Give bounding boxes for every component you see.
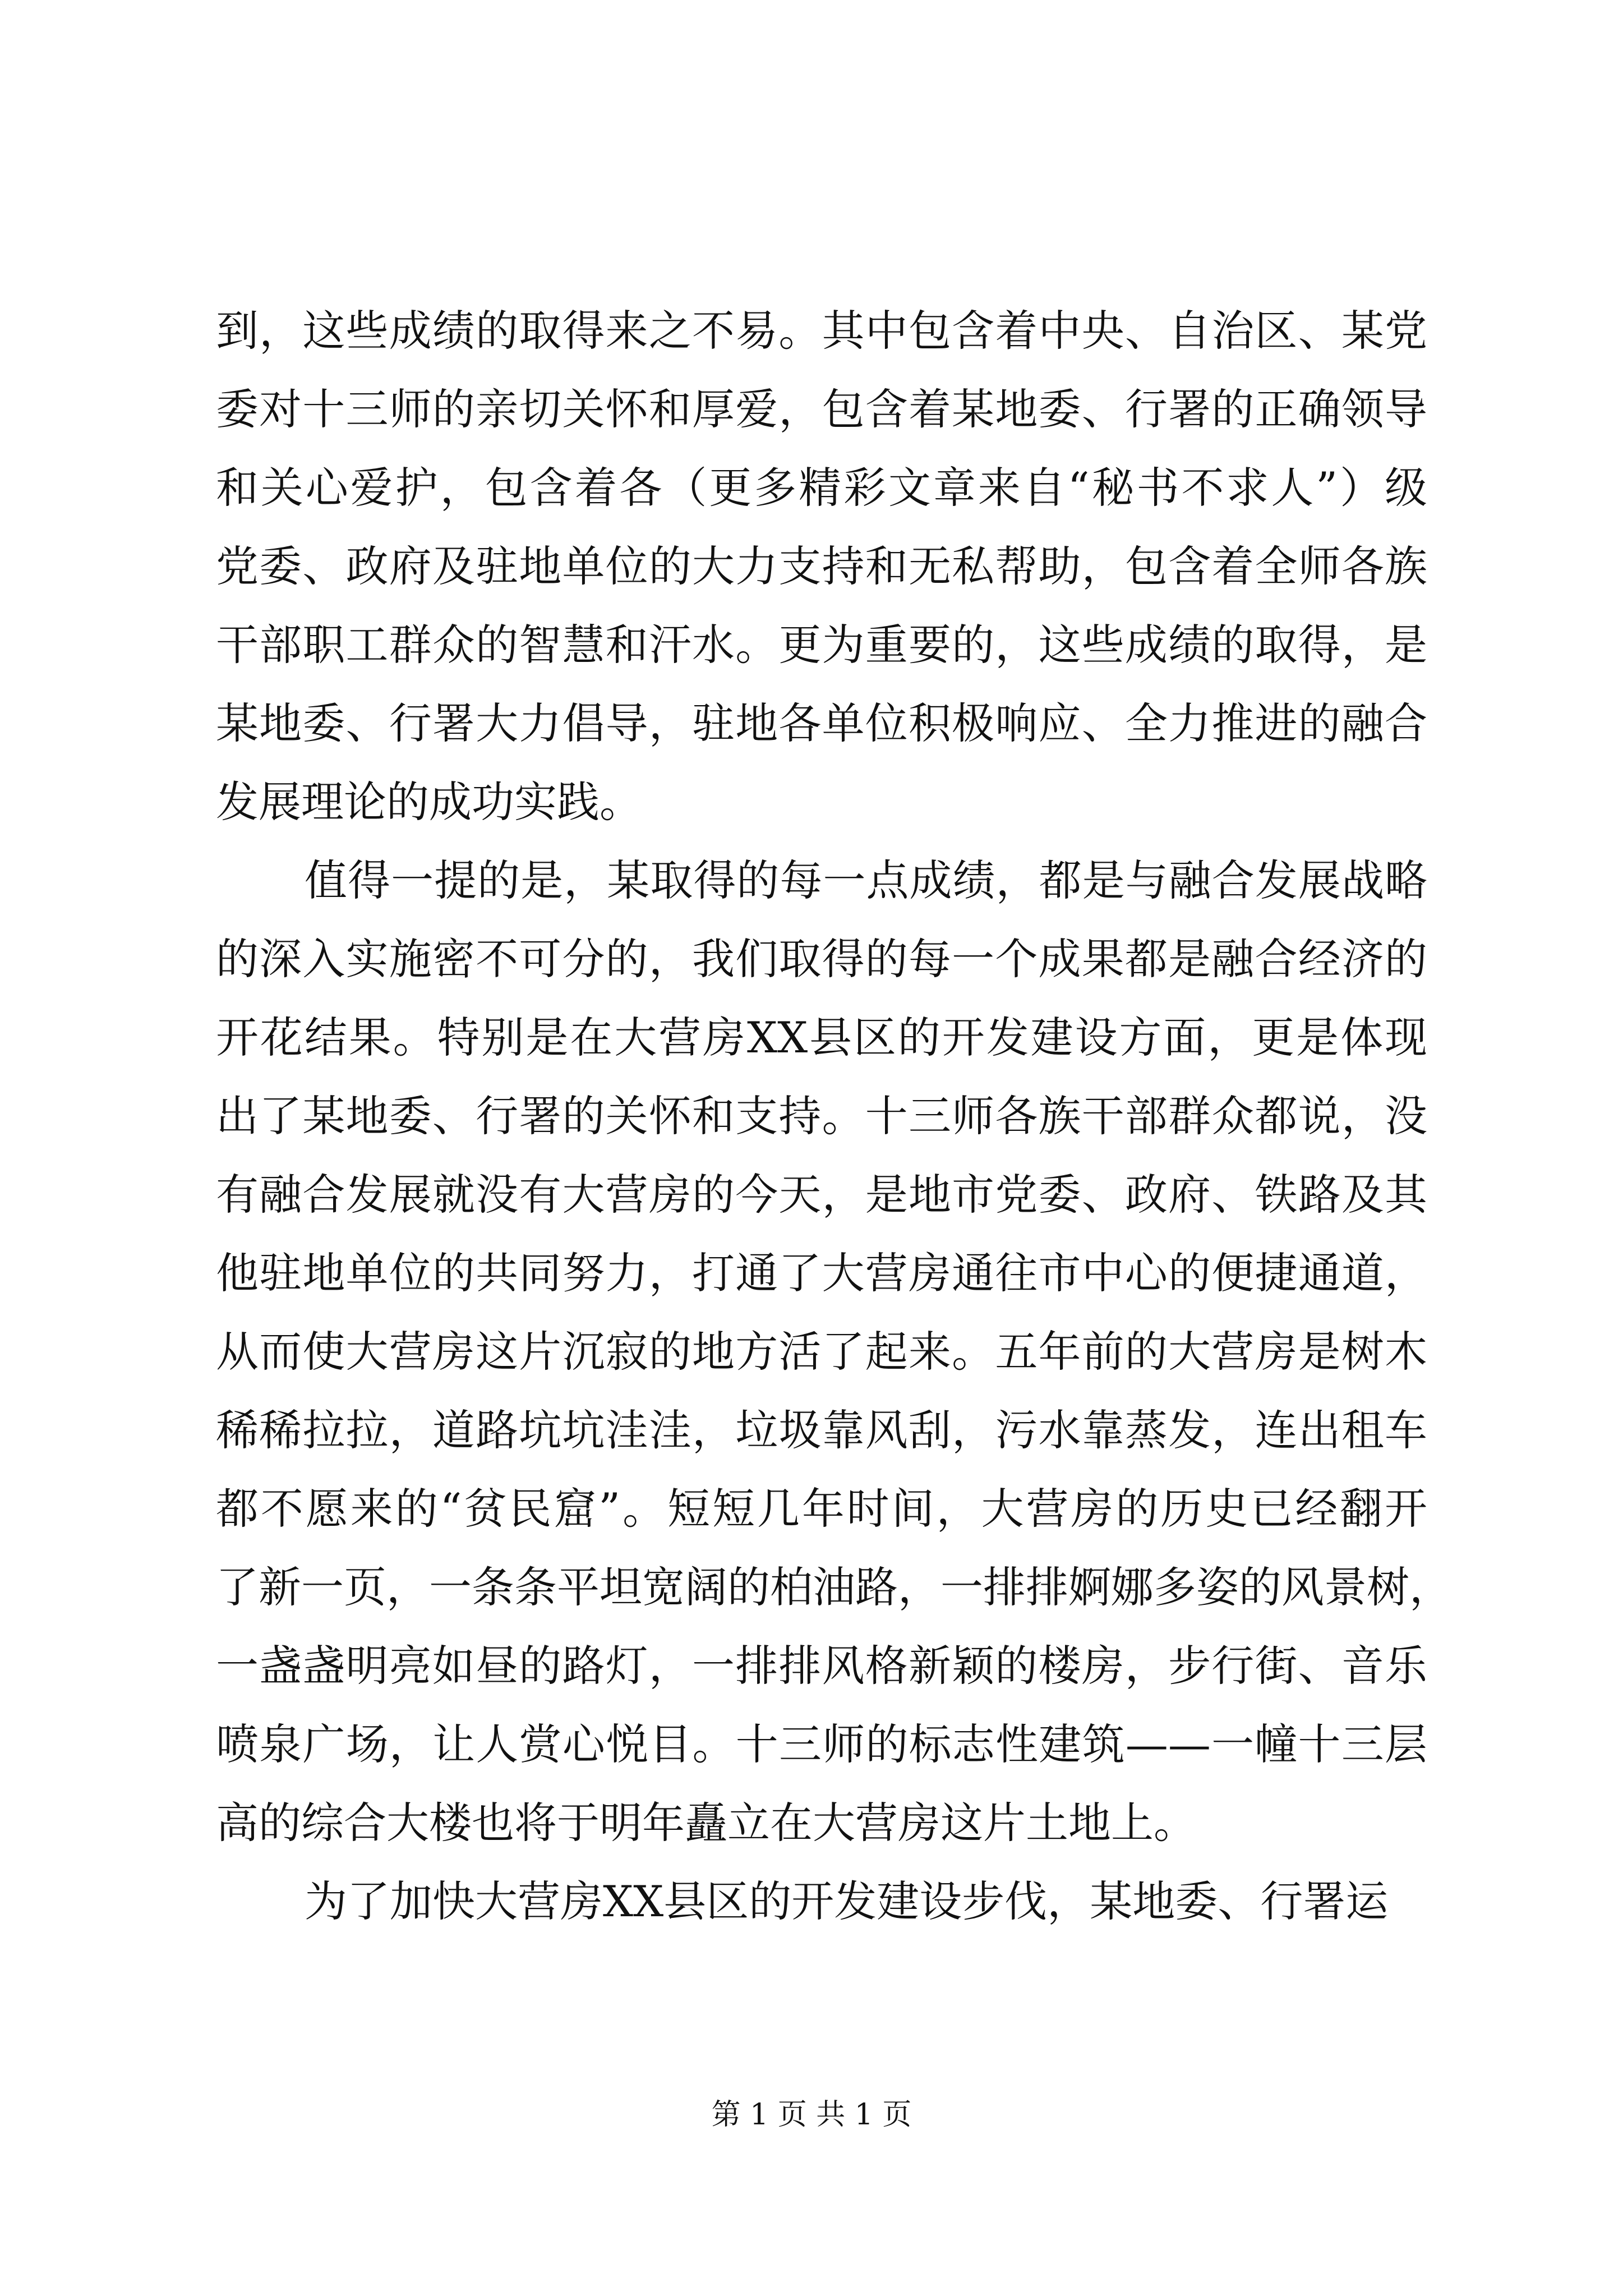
text-line: 党委、政府及驻地单位的大力支持和无私帮助，包含着全师各族 [216,541,1427,591]
text-line: 的深入实施密不可分的，我们取得的每一个成果都是融合经济的 [216,934,1427,984]
text-line: 稀稀拉拉，道路坑坑洼洼，垃圾靠风刮，污水靠蒸发，连出租车 [216,1405,1427,1455]
text-line: 开花结果。特别是在大营房XX县区的开发建设方面，更是体现 [216,1013,1427,1062]
text-line: 高的综合大楼也将于明年矗立在大营房这片土地上。 [216,1798,1196,1848]
text-line: 为了加快大营房XX县区的开发建设步伐，某地委、行署运 [305,1876,1389,1926]
body-text [216,292,1452,1941]
text-line: 某地委、行署大力倡导，驻地各单位积极响应、全力推进的融合 [216,698,1427,748]
text-line: 和关心爱护，包含着各（更多精彩文章来自“秘书不求人”）级 [216,463,1427,513]
text-line: 委对十三师的亲切关怀和厚爱，包含着某地委、行署的正确领导 [216,384,1427,434]
text-line: 发展理论的成功实践。 [216,777,642,827]
text-line: 喷泉广场，让人赏心悦目。十三师的标志性建筑——一幢十三层 [216,1719,1427,1769]
text-line: 都不愿来的“贫民窟”。短短几年时间，大营房的历史已经翻开 [216,1484,1427,1534]
text-line: 干部职工群众的智慧和汗水。更为重要的，这些成绩的取得，是 [216,620,1427,670]
text-line: 到，这些成绩的取得来之不易。其中包含着中央、自治区、某党 [216,306,1427,356]
text-line: 有融合发展就没有大营房的今天，是地市党委、政府、铁路及其 [216,1170,1427,1220]
text-line: 值得一提的是，某取得的每一点成绩，都是与融合发展战略 [305,855,1427,905]
text-line: 从而使大营房这片沉寂的地方活了起来。五年前的大营房是树木 [216,1327,1427,1377]
text-line: 他驻地单位的共同努力，打通了大营房通往市中心的便捷通道， [216,1248,1427,1298]
text-line: 出了某地委、行署的关怀和支持。十三师各族干部群众都说，没 [216,1091,1427,1141]
page-footer: 第 1 页 共 1 页 [711,2098,912,2132]
text-line: 一盏盏明亮如昼的路灯，一排排风格新颖的楼房，步行街、音乐 [216,1641,1427,1691]
text-line: 了新一页，一条条平坦宽阔的柏油路，一排排婀娜多姿的风景树， [216,1562,1452,1612]
